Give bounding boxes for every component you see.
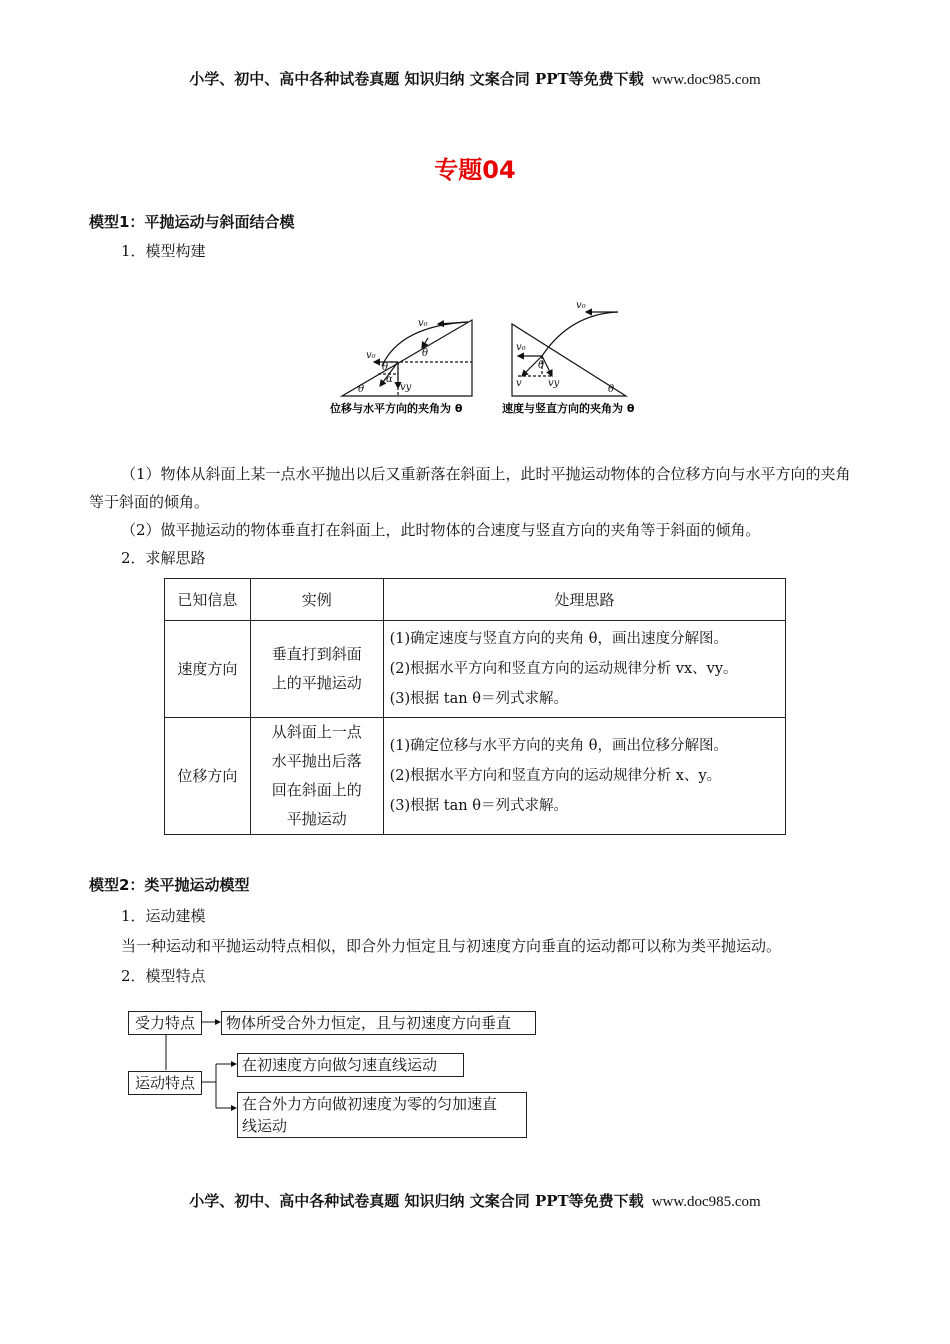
step-line: (1)确定位移与水平方向的夹角 θ，画出位移分解图。 <box>389 738 729 754</box>
slope-projectile-figure <box>330 298 670 422</box>
example-line: 回在斜面上的 <box>271 781 362 799</box>
left-label-vy: vy <box>400 382 412 393</box>
example-line: 平抛运动 <box>286 810 347 828</box>
left-label-theta1: θ <box>382 362 389 373</box>
figure-caption-right: 速度与竖直方向的夹角为 θ <box>502 402 635 415</box>
flow-force-desc: 物体所受合外力恒定，且与初速度方向垂直 <box>221 1011 536 1035</box>
flow-motion-desc2-line2: 线运动 <box>242 1117 288 1135</box>
step-line: (1)确定速度与竖直方向的夹角 θ，画出速度分解图。 <box>389 631 729 647</box>
right-label-v: v <box>516 378 522 389</box>
page-footer <box>0 1190 950 1211</box>
flow-force-label: 受力特点 <box>128 1011 202 1035</box>
header-url[interactable]: www.doc985.com <box>651 72 761 88</box>
left-label-v0-top: v₀ <box>418 318 428 329</box>
footer-url[interactable]: www.doc985.com <box>651 1194 761 1210</box>
example-line: 垂直打到斜面 <box>271 645 362 663</box>
flow-motion-desc2 <box>237 1092 527 1138</box>
table-cell-known: 位移方向 <box>165 718 251 835</box>
step-line: (3)根据 tan θ＝列式求解。 <box>389 798 568 814</box>
step-line: (3)根据 tan θ＝列式求解。 <box>389 691 568 707</box>
model1-sub2: 2．求解思路 <box>121 549 206 567</box>
model2-heading: 模型2：类平抛运动模型 <box>89 876 250 894</box>
model2-para: 当一种运动和平抛运动特点相似，即合外力恒定且与初速度方向垂直的运动都可以称为类平抛运动。 <box>121 937 782 955</box>
model1-para2: （2）做平抛运动的物体垂直打在斜面上，此时物体的合速度与竖直方向的夹角等于斜面的倾角。 <box>121 521 761 539</box>
table-header-known: 已知信息 <box>165 579 251 621</box>
table-cell-example <box>250 718 383 835</box>
table-header-example: 实例 <box>250 579 383 621</box>
left-label-v0: v₀ <box>366 350 376 361</box>
table-header-steps: 处理思路 <box>383 579 785 621</box>
flow-motion-label: 运动特点 <box>128 1071 202 1095</box>
figure-caption-left: 位移与水平方向的夹角为 θ <box>330 402 463 415</box>
model1-para1: （1）物体从斜面上某一点水平抛出以后又重新落在斜面上，此时平抛运动物体的合位移方向与水平方向的夹角等于斜面的倾角。 <box>89 465 851 511</box>
model1-sub1: 1．模型构建 <box>121 242 206 260</box>
table-row <box>165 621 786 718</box>
table-cell-known: 速度方向 <box>165 621 251 718</box>
example-line: 水平抛出后落 <box>271 752 362 770</box>
step-line: (2)根据水平方向和竖直方向的运动规律分析 x、y。 <box>389 768 722 784</box>
left-label-alpha: α <box>386 374 393 385</box>
flow-motion-desc2-line1: 在合外力方向做初速度为零的匀加速直 <box>242 1095 498 1113</box>
header-text: 小学、初中、高中各种试卷真题 知识归纳 文案合同 PPT等免费下载 <box>189 70 644 88</box>
right-label-theta2: θ <box>608 384 615 395</box>
model2-sub2: 2．模型特点 <box>121 967 206 985</box>
left-label-theta3: θ <box>358 384 365 395</box>
left-label-theta2: θ <box>422 348 429 359</box>
table-cell-steps <box>383 718 785 835</box>
table-cell-steps <box>383 621 785 718</box>
page-title: 专题04 <box>434 156 516 184</box>
right-label-theta1: θ <box>538 360 545 371</box>
table-header-row <box>165 579 786 621</box>
model1-heading: 模型1：平抛运动与斜面结合模 <box>89 213 295 231</box>
example-line: 从斜面上一点 <box>271 723 362 741</box>
right-label-vy: vy <box>548 378 560 389</box>
step-line: (2)根据水平方向和竖直方向的运动规律分析 vx、vy。 <box>389 661 738 677</box>
model2-sub1: 1．运动建模 <box>121 907 206 925</box>
flow-motion-desc1: 在初速度方向做匀速直线运动 <box>237 1053 464 1077</box>
right-label-v0: v₀ <box>516 342 526 353</box>
table-cell-example <box>250 621 383 718</box>
footer-text: 小学、初中、高中各种试卷真题 知识归纳 文案合同 PPT等免费下载 <box>189 1192 644 1210</box>
right-label-v0-top: v₀ <box>576 300 586 311</box>
right-trajectory <box>542 312 618 356</box>
table-row <box>165 718 786 835</box>
page-header <box>0 68 950 89</box>
example-line: 上的平抛运动 <box>271 674 362 692</box>
solution-table <box>164 578 786 835</box>
